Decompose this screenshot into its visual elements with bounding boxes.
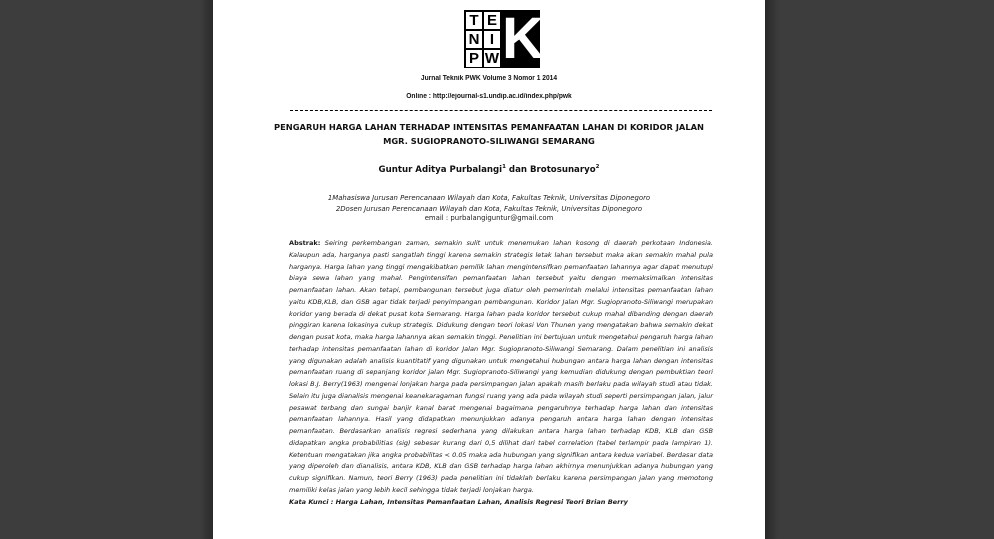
logo-letter: P <box>466 50 482 67</box>
author-conjunction: dan <box>505 165 530 175</box>
abstract <box>289 238 713 508</box>
journal-online-url: Online : http://ejournal-s1.undip.ac.id/index.php/pwk <box>406 93 572 100</box>
author-1-affiliation-mark: 1 <box>502 164 506 170</box>
author-email: email : purbalangiguntur@gmail.com <box>424 214 554 222</box>
page-shadow-right <box>765 0 779 539</box>
logo-big-letter: K <box>502 6 542 71</box>
logo-letter: N <box>466 31 482 48</box>
logo-letter: T <box>466 12 482 29</box>
page-shadow-left <box>200 0 214 539</box>
journal-name: Jurnal Teknik PWK Volume 3 Nomor 1 2014 <box>420 75 558 82</box>
abstract-text: Seiring perkembangan zaman, semakin sulit untuk menemukan lahan kosong di daerah perkotaan Indonesia. Kalaupun ada, harganya pasti sangatlah tinggi karena semakin strategis letak lahan tersebut maka akan semakin mahal pula harganya. Harga lahan yang tinggi mengakibatkan pemilik lahan mengintensifkan pemanfaatan lahannya agar dapat menutupi biaya sewa lahan yang mahal. Pengintensifan pemanfaatan lahan tersebut yaitu dengan memaksimalkan intensitas pemanfaatan lahan. Akan tetapi, pembangunan tersebut juga diatur oleh pemerintah melalui intensitas pemanfaatan lahan yaitu KDB,KLB, dan GSB agar tidak terjadi penyimpangan pembangunan. Koridor Jalan Mgr. Sugiopranoto-Siliwangi merupakan koridor yang berada di dekat pusat kota Semarang. Harga lahan pada koridor tersebut cukup mahal dibanding dengan daerah pinggiran karena lokasinya cukup strategis. Didukung dengan teori lokasi Von Thunen yang mengatakan bahwa semakin dekat dengan pusat kota, maka harga lahannya akan semakin tinggi. Penelitian ini bertujuan untuk mengetahui pengaruh harga lahan terhadap intensitas pemanfaatan lahan di koridor Jalan Mgr. Sugiopranoto-Siliwangi Semarang. Dalam penelitian ini analisis yang digunakan adalah analisis kuantitatif yang digunakan untuk mengetahui hubungan antara harga lahan dengan intensitas pemanfaatan ruang di sepanjang koridor jalan Mgr. Sugiopranoto-Siliwangi yang kemudian didukung dengan pembuktian teori lokasi B.J. Berry(1963) mengenai lonjakan harga pada persimpangan jalan apakah masih berlaku pada wilayah studi atau tidak. Selain itu juga dianalisis mengenai keanekaragaman fungsi ruang yang ada pada wilayah studi seperti persimpangan jalan, jalur pesawat terbang dan sungai banjir kanal barat mengenai bagaimana pengaruhnya terhadap harga lahan dan intensitas pemanfaatan lahannya. Hasil yang didapatkan menunjukkan adanya pengaruh antara harga lahan dengan intensitas pemanfaatan. Berdasarkan analisis regresi sederhana yang dilakukan antara harga lahan terhadap KDB, KLB dan GSB didapatkan angka probabilitias (sig) sebesar kurang dari 0,5 dilihat dari tabel correlation (tabel terlampir pada lampiran 1). Ketentuan mengatakan jika angka probabilitas < 0.05 maka ada hubungan yang signifikan antara kedua variabel. Berdasar data yang diperoleh dan dianalisis, antara KDB, KLB dan GSB terhadap harga lahan akhirnya menunjukkan adanya hubungan yang cukup signifikan. Namun, teori Berry (1963) pada penelitian ini tidaklah berlaku karena persimpangan jalan yang memotong memiliki kelas jalan yang lebih kecil sehingga tidak terjadi lonjakan harga. <box>289 239 713 494</box>
paper-title <box>243 120 735 148</box>
document-page <box>213 0 765 539</box>
author-1: Guntur Aditya Purbalangi <box>378 165 503 175</box>
affiliation-2: 2Dosen Jurusan Perencanaan Wilayah dan Kota, Fakultas Teknik, Universitas Diponegoro <box>335 205 643 213</box>
logo-letter: I <box>484 31 500 48</box>
header-separator <box>290 110 712 111</box>
logo-letter-grid <box>464 10 502 68</box>
author-2: Brotosunaryo <box>530 165 596 175</box>
paper-title-line-2: MGR. SUGIOPRANOTO-SILIWANGI SEMARANG <box>383 136 595 146</box>
paper-authors <box>213 164 765 175</box>
abstract-label: Abstrak: <box>289 239 321 247</box>
affiliation-1: 1Mahasiswa Jurusan Perencanaan Wilayah dan Kota, Fakultas Teknik, Universitas Diponegoro <box>327 194 651 202</box>
logo-letter: E <box>484 12 500 29</box>
paper-title-line-1: PENGARUH HARGA LAHAN TERHADAP INTENSITAS PEMANFAATAN LAHAN DI KORIDOR JALAN <box>274 122 704 132</box>
journal-logo <box>464 6 542 71</box>
keywords: Kata Kunci : Harga Lahan, Intensitas Pemanfaatan Lahan, Analisis Regresi Teori Brian Berry <box>289 497 628 506</box>
author-2-affiliation-mark: 2 <box>595 164 600 170</box>
logo-letter: W <box>484 50 500 67</box>
